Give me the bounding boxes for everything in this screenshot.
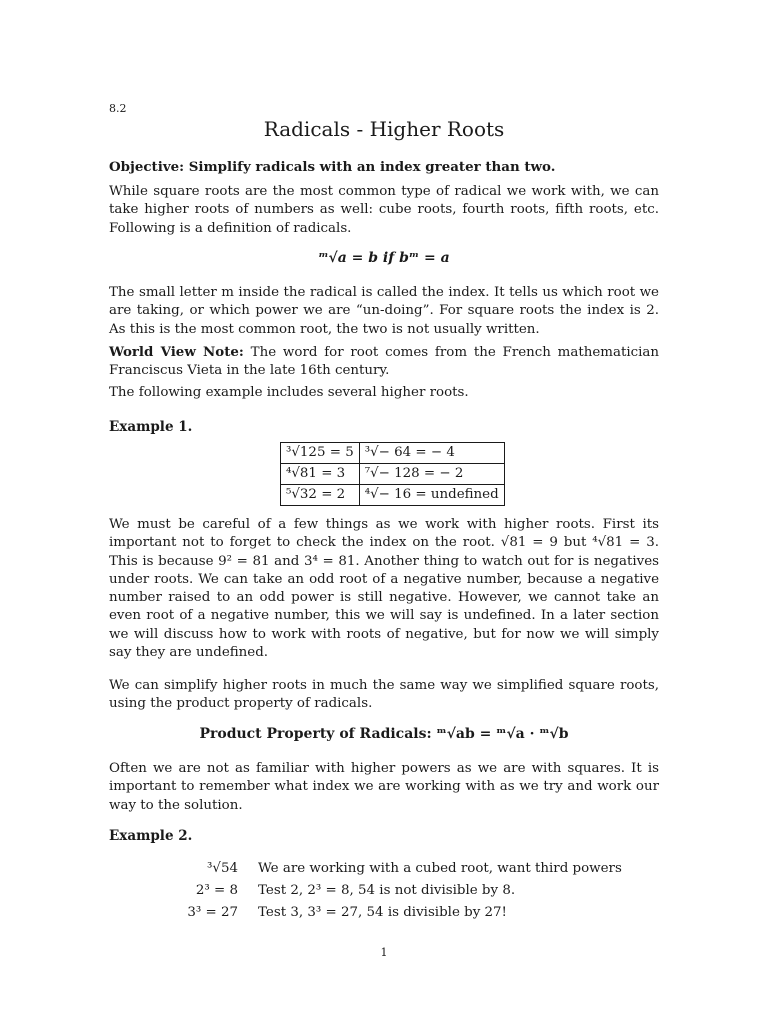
index-paragraph: The small letter m inside the radical is called the index. It tells us which root we are taking, or which power we are “un-doing”. For square roots the index is 2. As this is the most common root, the two is not usually written. [109,285,659,337]
world-view-note [109,343,659,381]
example-1-label: Example 1. [109,419,193,435]
example-2-label: Example 2. [109,828,193,844]
list-item [150,880,622,902]
familiar-paragraph: Often we are not as familiar with higher powers as we are with squares. It is important to remember what index we are working with as we try and work our way to the solution. [109,761,659,813]
table-cell: ⁴√81 = 3 [281,464,360,485]
careful-paragraph: We must be careful of a few things as we work with higher roots. First its important not to forget to check the index on the root. √81 = 9 but ⁴√81 = 3. This is because 9² = 81 and 3⁴ = 81. Another thing to watch out for is negatives under roots. We can take an odd root of a negative number, because a negative number raised to an odd power is still negative. However, we cannot take an even root of a negative number, this we will say is undefined. In a later section we will discuss how to work with roots of negative, but for now we will simply say they are undefined. [109,517,659,661]
table-cell: ⁷√− 128 = − 2 [359,464,504,485]
example-1-table [280,442,505,506]
example-2-steps [150,858,622,924]
objective: Objective: Simplify radicals with an index greater than two. [109,159,556,175]
step-math: 3³ = 27 [187,905,238,920]
table-row [281,464,505,485]
world-view-text: The word for root comes from the French mathematician Franciscus Vieta in the late 16th century. [109,345,660,379]
step-math: 2³ = 8 [195,883,238,898]
example-intro: The following example includes several higher roots. [109,385,469,400]
table-cell: ⁵√32 = 2 [281,485,360,506]
step-explanation: Test 3, 3³ = 27, 54 is divisible by 27! [258,905,507,920]
step-explanation: We are working with a cubed root, want third powers [258,861,622,876]
table-cell: ³√− 64 = − 4 [359,443,504,464]
page-number: 1 [380,946,388,959]
section-number: 8.2 [109,102,127,115]
table-cell: ³√125 = 5 [281,443,360,464]
table-row [281,485,505,506]
list-item [150,858,622,880]
table-row [281,443,505,464]
world-view-label: World View Note: [109,344,244,360]
product-property: Product Property of Radicals: ᵐ√ab = ᵐ√a · ᵐ√b [199,726,569,742]
step-math: ³√54 [207,861,238,876]
simplify-paragraph: We can simplify higher roots in much the same way we simplified square roots, using the product property of radicals. [109,678,659,712]
step-explanation: Test 2, 2³ = 8, 54 is not divisible by 8. [258,883,516,898]
page-title: Radicals - Higher Roots [263,117,505,141]
radical-definition: ᵐ√a = b if bᵐ = a [318,250,450,266]
intro-paragraph: While square roots are the most common type of radical we work with, we can take higher roots of numbers as well: cube roots, fourth roots, fifth roots, etc. Following is a definition of radicals. [109,184,659,236]
list-item [150,902,622,924]
table-cell: ⁴√− 16 = undefined [359,485,504,506]
